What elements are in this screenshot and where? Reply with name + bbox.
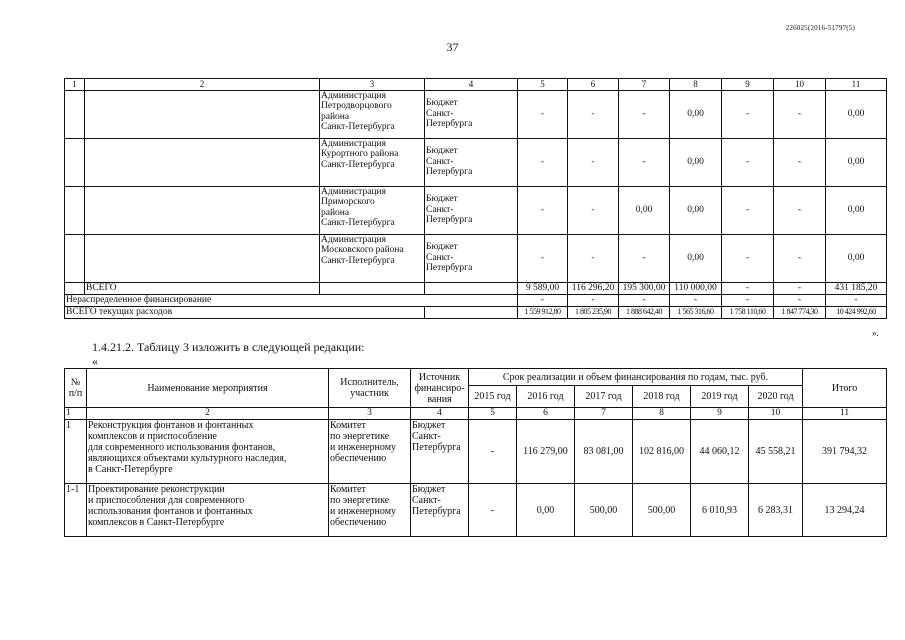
value-cell: - bbox=[774, 234, 826, 282]
col-number: 3 bbox=[320, 79, 425, 91]
executor-cell: Администрация Московского района Санкт-Петербурга bbox=[320, 234, 425, 282]
source-cell: Бюджет Санкт- Петербурга bbox=[425, 138, 518, 186]
header-year: 2019 год bbox=[691, 386, 749, 408]
empty-cell bbox=[65, 90, 85, 138]
table-row bbox=[65, 420, 887, 484]
value-cell: - bbox=[518, 234, 568, 282]
header-name: Наименование мероприятия bbox=[87, 369, 329, 408]
source-cell: Бюджет Санкт- Петербурга bbox=[411, 484, 469, 537]
header-row bbox=[65, 369, 887, 386]
col-number: 7 bbox=[575, 408, 633, 420]
col-number: 5 bbox=[518, 79, 568, 91]
col-number: 4 bbox=[425, 79, 518, 91]
empty-cell bbox=[425, 306, 518, 318]
value-cell: 116 279,00 bbox=[517, 420, 575, 484]
value-cell: 1 559 912,80 bbox=[518, 306, 568, 318]
value-cell: 0,00 bbox=[826, 234, 887, 282]
source-cell: Бюджет Санкт- Петербурга bbox=[425, 186, 518, 234]
value-cell: - bbox=[774, 90, 826, 138]
value-cell: - bbox=[619, 234, 670, 282]
value-cell: - bbox=[722, 282, 774, 294]
activity-name: Реконструкция фонтанов и фонтанных комплексов и приспособление для современного использования фонтанов, являющихся объектами культурного наследия, в Санкт-Петербурге bbox=[87, 420, 329, 484]
value-cell: - bbox=[469, 484, 517, 537]
value-cell: 0,00 bbox=[619, 186, 670, 234]
header-total: Итого bbox=[803, 369, 887, 408]
empty-cell bbox=[65, 234, 85, 282]
value-cell: 431 185,20 bbox=[826, 282, 887, 294]
value-cell: 83 081,00 bbox=[575, 420, 633, 484]
col-number: 6 bbox=[517, 408, 575, 420]
value-cell: - bbox=[774, 186, 826, 234]
value-cell: 6 283,31 bbox=[749, 484, 803, 537]
opening-quote: « bbox=[92, 354, 98, 368]
value-cell: 0,00 bbox=[826, 186, 887, 234]
value-cell: 9 589,00 bbox=[518, 282, 568, 294]
value-cell: 116 296,20 bbox=[568, 282, 619, 294]
table-3 bbox=[64, 368, 887, 537]
col-number: 9 bbox=[691, 408, 749, 420]
column-number-row bbox=[65, 79, 887, 91]
value-cell: - bbox=[722, 294, 774, 306]
row-number: 1 bbox=[65, 420, 87, 484]
header-year: 2015 год bbox=[469, 386, 517, 408]
total-label: ВСЕГО bbox=[85, 282, 320, 294]
value-cell: - bbox=[518, 294, 568, 306]
empty-cell bbox=[320, 282, 425, 294]
section-instruction: 1.4.21.2. Таблицу 3 изложить в следующей редакции: bbox=[92, 340, 365, 354]
col-number: 10 bbox=[774, 79, 826, 91]
value-cell: - bbox=[619, 138, 670, 186]
table-row bbox=[65, 138, 887, 186]
row-number: 1-1 bbox=[65, 484, 87, 537]
total-row bbox=[65, 282, 887, 294]
value-cell: 1 758 110,60 bbox=[722, 306, 774, 318]
executor-cell: Комитет по энергетике и инженерному обеспечению bbox=[329, 484, 411, 537]
value-cell: - bbox=[774, 282, 826, 294]
header-year: 2016 год bbox=[517, 386, 575, 408]
empty-cell bbox=[85, 186, 320, 234]
value-cell: 0,00 bbox=[826, 90, 887, 138]
col-number: 9 bbox=[722, 79, 774, 91]
value-cell: 0,00 bbox=[826, 138, 887, 186]
executor-cell: Администрация Курортного района Санкт-Петербурга bbox=[320, 138, 425, 186]
value-cell: - bbox=[722, 234, 774, 282]
page-number: 37 bbox=[446, 40, 459, 54]
col-number: 1 bbox=[65, 408, 87, 420]
table-row bbox=[65, 186, 887, 234]
value-cell: - bbox=[518, 90, 568, 138]
value-cell: 44 060,12 bbox=[691, 420, 749, 484]
col-number: 7 bbox=[619, 79, 670, 91]
value-cell: 110 000,00 bbox=[670, 282, 722, 294]
table-row bbox=[65, 484, 887, 537]
col-number: 11 bbox=[826, 79, 887, 91]
col-number: 2 bbox=[87, 408, 329, 420]
col-number: 10 bbox=[749, 408, 803, 420]
header-source: Источник финансиро- вания bbox=[411, 369, 469, 408]
value-cell: - bbox=[722, 186, 774, 234]
value-cell: - bbox=[568, 186, 619, 234]
funding-table-continued bbox=[64, 78, 887, 319]
value-cell: - bbox=[568, 294, 619, 306]
value-cell: 195 300,00 bbox=[619, 282, 670, 294]
col-number: 8 bbox=[633, 408, 691, 420]
executor-cell: Администрация Петродворцового района Санкт-Петербурга bbox=[320, 90, 425, 138]
value-cell: - bbox=[568, 138, 619, 186]
value-cell: 1 847 774,30 bbox=[774, 306, 826, 318]
col-number: 4 bbox=[411, 408, 469, 420]
col-number: 1 bbox=[65, 79, 85, 91]
header-period: Срок реализации и объем финансирования по годам, тыс. руб. bbox=[469, 369, 803, 386]
closing-quote: ». bbox=[872, 328, 879, 338]
value-cell: 45 558,21 bbox=[749, 420, 803, 484]
table-row bbox=[65, 234, 887, 282]
col-number: 11 bbox=[803, 408, 887, 420]
current-total-label: ВСЕГО текущих расходов bbox=[65, 306, 425, 318]
header-year: 2018 год bbox=[633, 386, 691, 408]
empty-cell bbox=[85, 138, 320, 186]
header-no: № п/п bbox=[65, 369, 87, 408]
col-number: 5 bbox=[469, 408, 517, 420]
value-cell: 0,00 bbox=[670, 234, 722, 282]
value-cell: 0,00 bbox=[670, 186, 722, 234]
value-cell: - bbox=[774, 294, 826, 306]
value-cell: - bbox=[722, 138, 774, 186]
source-cell: Бюджет Санкт- Петербурга bbox=[425, 90, 518, 138]
col-number: 6 bbox=[568, 79, 619, 91]
value-cell: 0,00 bbox=[517, 484, 575, 537]
current-total-row bbox=[65, 306, 887, 318]
unallocated-label: Нераспределенное финансирование bbox=[65, 294, 518, 306]
empty-cell bbox=[65, 138, 85, 186]
executor-cell: Администрация Приморского района Санкт-Петербурга bbox=[320, 186, 425, 234]
value-cell: 500,00 bbox=[633, 484, 691, 537]
col-number: 8 bbox=[670, 79, 722, 91]
source-cell: Бюджет Санкт- Петербурга bbox=[411, 420, 469, 484]
value-cell: 391 794,32 bbox=[803, 420, 887, 484]
value-cell: 102 816,00 bbox=[633, 420, 691, 484]
value-cell: - bbox=[722, 90, 774, 138]
empty-cell bbox=[85, 90, 320, 138]
col-number: 3 bbox=[329, 408, 411, 420]
value-cell: - bbox=[619, 90, 670, 138]
value-cell: 1 888 642,40 bbox=[619, 306, 670, 318]
value-cell: 1 565 316,60 bbox=[670, 306, 722, 318]
header-year: 2020 год bbox=[749, 386, 803, 408]
value-cell: 500,00 bbox=[575, 484, 633, 537]
table-row bbox=[65, 90, 887, 138]
value-cell: 13 294,24 bbox=[803, 484, 887, 537]
value-cell: - bbox=[518, 138, 568, 186]
empty-cell bbox=[85, 234, 320, 282]
value-cell: 1 805 235,90 bbox=[568, 306, 619, 318]
value-cell: - bbox=[568, 90, 619, 138]
col-number: 2 bbox=[85, 79, 320, 91]
value-cell: 0,00 bbox=[670, 90, 722, 138]
source-cell: Бюджет Санкт- Петербурга bbox=[425, 234, 518, 282]
value-cell: 6 010,93 bbox=[691, 484, 749, 537]
value-cell: - bbox=[670, 294, 722, 306]
value-cell: - bbox=[774, 138, 826, 186]
value-cell: - bbox=[469, 420, 517, 484]
value-cell: - bbox=[619, 294, 670, 306]
value-cell: - bbox=[826, 294, 887, 306]
value-cell: 10 424 992,60 bbox=[826, 306, 887, 318]
column-number-row bbox=[65, 408, 887, 420]
value-cell: - bbox=[568, 234, 619, 282]
empty-cell bbox=[425, 282, 518, 294]
document-code: 226025(2016-51797(5) bbox=[785, 24, 855, 32]
value-cell: 0,00 bbox=[670, 138, 722, 186]
header-year: 2017 год bbox=[575, 386, 633, 408]
executor-cell: Комитет по энергетике и инженерному обеспечению bbox=[329, 420, 411, 484]
activity-name: Проектирование реконструкции и приспособления для современного использования фонтанов и фонтанных комплексов в Санкт-Петербурге bbox=[87, 484, 329, 537]
value-cell: - bbox=[518, 186, 568, 234]
empty-cell bbox=[65, 282, 85, 294]
unallocated-row bbox=[65, 294, 887, 306]
empty-cell bbox=[65, 186, 85, 234]
header-executor: Исполнитель, участник bbox=[329, 369, 411, 408]
